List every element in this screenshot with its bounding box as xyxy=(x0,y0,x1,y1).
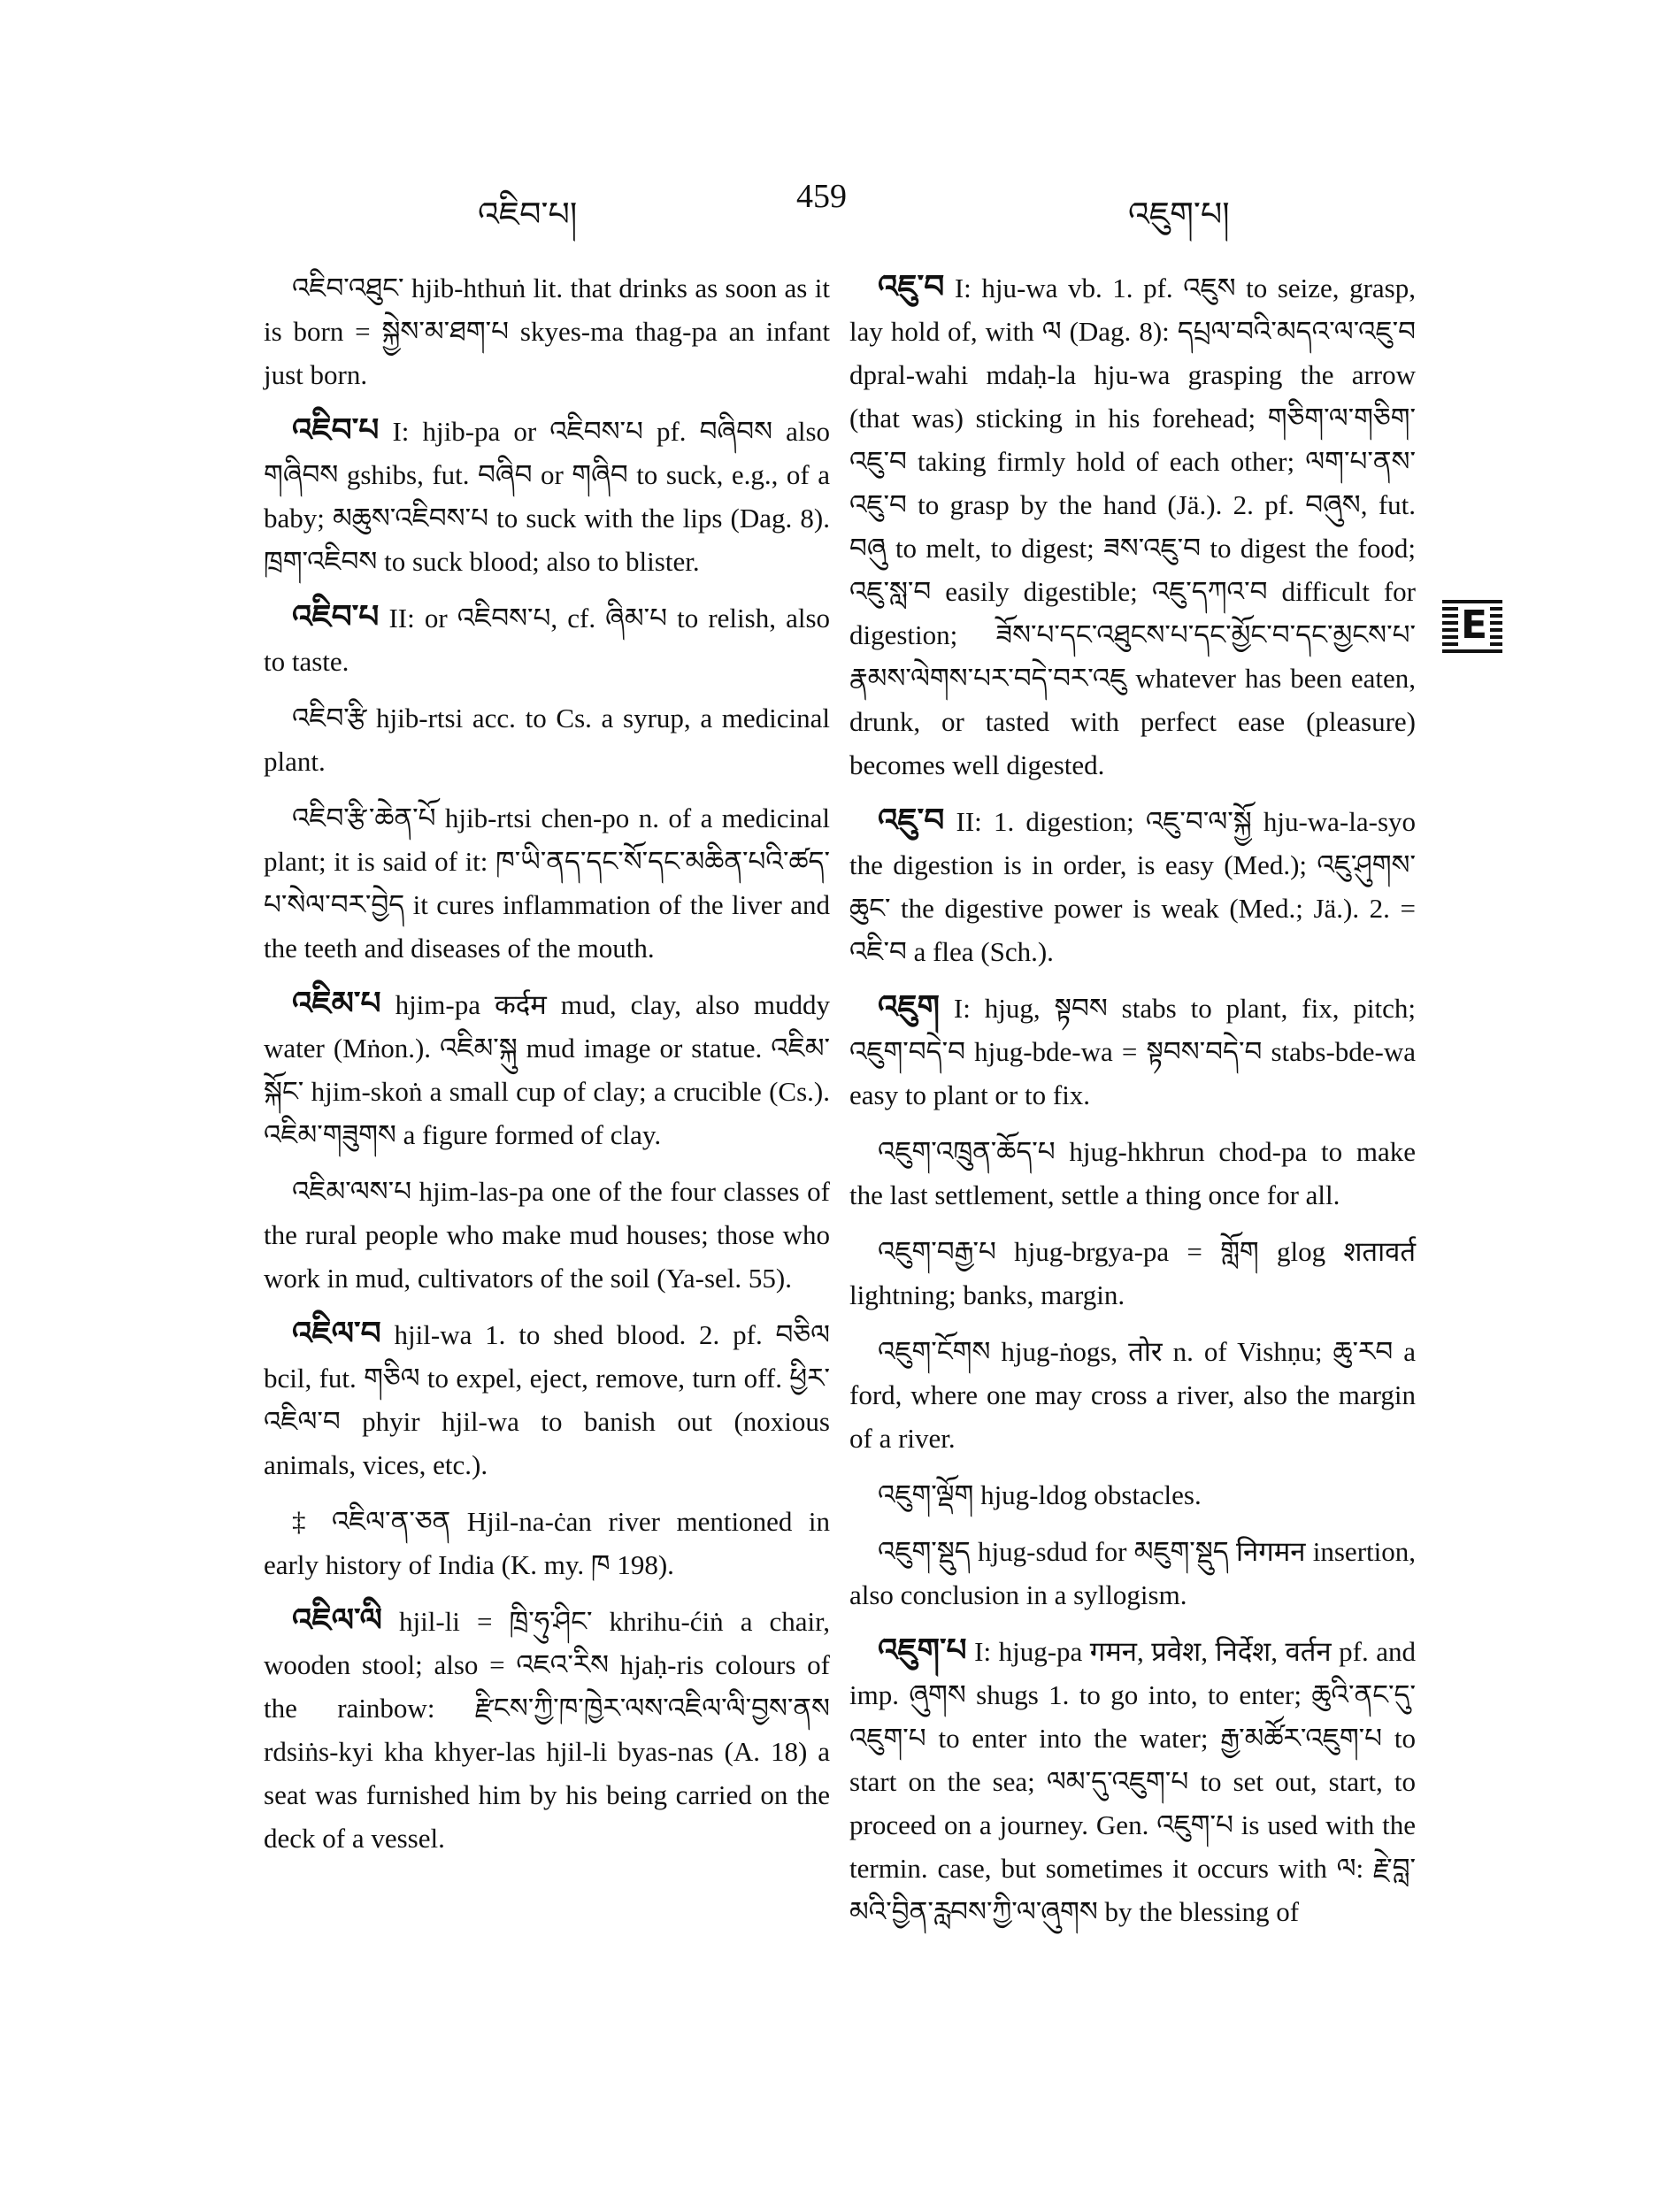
dictionary-entry xyxy=(264,1599,830,1860)
thumb-index-letter: E xyxy=(1458,605,1490,646)
entry-text: I: hju-wa vb. 1. pf. འཇུས to seize, grasp, lay hold of, with ལ (Dag. 8): དཔྲལ་བའི་མདའ་ལ་འཇུ་བ dpral-wahi mdaḥ-la hju-wa grasping the arrow (that was) sticking in his forehead; གཅིག་ལ་གཅིག་འཇུ་བ taking firmly hold of each other; ལག་པ་ནས་འཇུ་བ to grasp by the hand (Jä.). 2. pf. བཞུས, fut. བཞུ to melt, to digest; ཟས་འཇུ་བ to digest the food; འཇུ་སླ་བ easily digestible; འཇུ་དཀའ་བ difficult for digestion; ཟོས་པ་དང་འཐུངས་པ་དང་མྱོང་བ་དང་མྱངས་པ་རྣམས་ལེགས་པར་བདེ་བར་འཇུ whatever has been eaten, drunk, or tasted with perfect ease (pleasure) becomes well digested. xyxy=(849,273,1417,780)
right-column xyxy=(849,265,1416,1946)
entry-lemma: འཇིབ་པ xyxy=(292,411,380,449)
left-running-headword: འཇིབ་པ། xyxy=(478,196,578,234)
entry-text: འཇིམ་ལས་པ hjim-las-pa one of the four classes of the rural people who make mud houses; those who work in mud, cultivators of the soil (Ya-sel. 55). xyxy=(264,1176,830,1294)
entry-text: ‡ འཇིལ་ན་ཅན Hjil-na-ċan river mentioned in early history of India (K. my. ཁ 198). xyxy=(264,1506,830,1580)
dictionary-entry xyxy=(264,1169,830,1300)
dictionary-entry xyxy=(264,409,830,583)
dictionary-entry xyxy=(849,799,1416,973)
entry-text: འཇིབ་རྩི་ཆེན་པོ hjib-rtsi chen-po n. of a medicinal plant; it is said of it: ཁ་ཡི་ནད་དང་སོ་དང་མཆིན་པའི་ཚད་པ་སེལ་བར་བྱེད it cures inflammation of the liver and the teeth and diseases of the mouth. xyxy=(264,803,830,964)
entry-text: འཇུག་བརྒྱ་པ hjug-brgya-pa = གློག glog शतावर्त lightning; banks, margin. xyxy=(849,1236,1416,1310)
entry-lemma: འཇིབ་པ xyxy=(292,598,380,635)
dictionary-entry xyxy=(264,265,830,396)
entry-lemma: འཇུ་བ xyxy=(878,802,945,839)
entry-text: འཇུག་འཁྲུན་ཆོད་པ hjug-hkhrun chod-pa to make the last settlement, settle a thing once for all. xyxy=(849,1136,1416,1210)
dictionary-entry xyxy=(849,1129,1416,1217)
dictionary-entry xyxy=(264,982,830,1156)
dictionary-entry xyxy=(849,1229,1416,1317)
dictionary-entry xyxy=(849,1329,1416,1460)
entry-lemma: འཇིམ་པ xyxy=(292,985,381,1022)
dictionary-entry xyxy=(849,265,1416,787)
entry-lemma: འཇུ་བ xyxy=(878,268,945,305)
entry-text: hjil-wa 1. to shed blood. 2. pf. བཅིལ bcil, fut. གཅིལ to expel, eject, remove, turn off. ཕྱིར་འཇིལ་བ phyir hjil-wa to banish out (noxious animals, vices, etc.). xyxy=(264,1319,831,1480)
entry-lemma: འཇུག xyxy=(878,988,940,1025)
right-running-headword: འཇུག་པ། xyxy=(1128,196,1230,234)
page-header xyxy=(0,177,1659,234)
dictionary-entry xyxy=(264,1312,830,1486)
entry-text: hjil-li = ཁྲི་ཧུ་ཤིང་ khrihu-ćiṅ a chair, wooden stool; also = འཇའ་རིས hjaḥ-ris colours of the rainbow: རྫིངས་ཀྱི་ཁ་ཁྱེར་ལས་འཇིལ་ལི་བྱས་ནས rdsiṅs-kyi kha khyer-las hjil-li byas-nas (A. 18) a seat was furnished him by his being carried on the deck of a vessel. xyxy=(264,1606,830,1854)
entry-text: I: hjib-pa or འཇིབས་པ pf. བཞིབས also གཞིབས gshibs, fut. བཞིབ or གཞིབ to suck, e.g., of a baby; མཆུས་འཇིབས་པ to suck with the lips (Dag. 8). ཁྲག་འཇིབས to suck blood; also to blister. xyxy=(264,416,831,577)
entry-text: II: or འཇིབས་པ, cf. ཞིམ་པ to relish, also to taste. xyxy=(264,603,831,677)
entry-text: I: hjug-pa गमन, प्रवेश, निर्देश, वर्तन pf. and imp. ཞུགས shugs 1. to go into, to enter; ཆུའི་ནང་དུ་འཇུག་པ to enter into the water; རྒྱ་མཚོར་འཇུག་པ to start on the sea; ལམ་དུ་འཇུག་པ to set out, start, to proceed on a journey. Gen. འཇུག་པ is used with the termin. case, but sometimes it occurs with ལ: རྗེ་བླ་མའི་བྱིན་རླབས་ཀྱི་ལ་ཞུགས by the blessing of xyxy=(849,1636,1416,1927)
entry-lemma: འཇིལ་བ xyxy=(292,1315,381,1352)
dictionary-entry xyxy=(849,1472,1416,1517)
entry-text: II: 1. digestion; འཇུ་བ་ལ་སྐྱོ hju-wa-la-syo the digestion is in order, is easy (Med.); འཇུ་ཤུགས་ཆུང་ the digestive power is weak (Med.; Jä.). 2. = འཇི་བ a flea (Sch.). xyxy=(849,806,1417,967)
entry-text: འཇུག་ངོགས hjug-ṅogs, तोर n. of Vishṇu; ཆུ་རབ a ford, where one may cross a river, also the margin of a river. xyxy=(849,1336,1416,1454)
dictionary-entry xyxy=(849,1529,1416,1617)
left-column xyxy=(264,265,830,1872)
page-number: 459 xyxy=(796,178,847,215)
thumb-index-tab xyxy=(1442,600,1502,653)
entry-text: འཇིབ་རྩི hjib-rtsi acc. to Cs. a syrup, a medicinal plant. xyxy=(264,703,830,777)
dictionary-entry xyxy=(264,695,830,783)
entry-text: འཇིབ་འཐུང་ hjib-hthuṅ lit. that drinks as soon as it is born = སྐྱེས་མ་ཐག་པ skyes-ma thag-pa an infant just born. xyxy=(264,273,830,390)
entry-text: འཇུག་ལྡོག hjug-ldog obstacles. xyxy=(878,1479,1202,1510)
dictionary-entry xyxy=(264,595,830,683)
dictionary-entry xyxy=(264,1499,830,1586)
entry-text: འཇུག་སྡུད hjug-sdud for མཇུག་སྡུད निगमन insertion, also conclusion in a syllogism. xyxy=(849,1536,1416,1610)
entry-text: I: hjug, སྟབས stabs to plant, fix, pitch; འཇུག་བདེ་བ hjug-bde-wa = སྟབས་བདེ་བ stabs-bde-wa easy to plant or to fix. xyxy=(849,993,1417,1110)
dictionary-entry xyxy=(264,795,830,970)
dictionary-entry xyxy=(849,986,1416,1117)
entry-lemma: འཇིལ་ལི xyxy=(292,1601,382,1639)
dictionary-entry xyxy=(849,1629,1416,1933)
entry-lemma: འཇུག་པ xyxy=(878,1632,967,1669)
entry-text: hjim-pa कर्दम mud, clay, also muddy water (Mṅon.). འཇིམ་སྐུ mud image or statue. འཇིམ་སྐོང་ hjim-skoṅ a small cup of clay; a crucible (Cs.). འཇིམ་གཟུགས a figure formed of clay. xyxy=(264,989,831,1150)
